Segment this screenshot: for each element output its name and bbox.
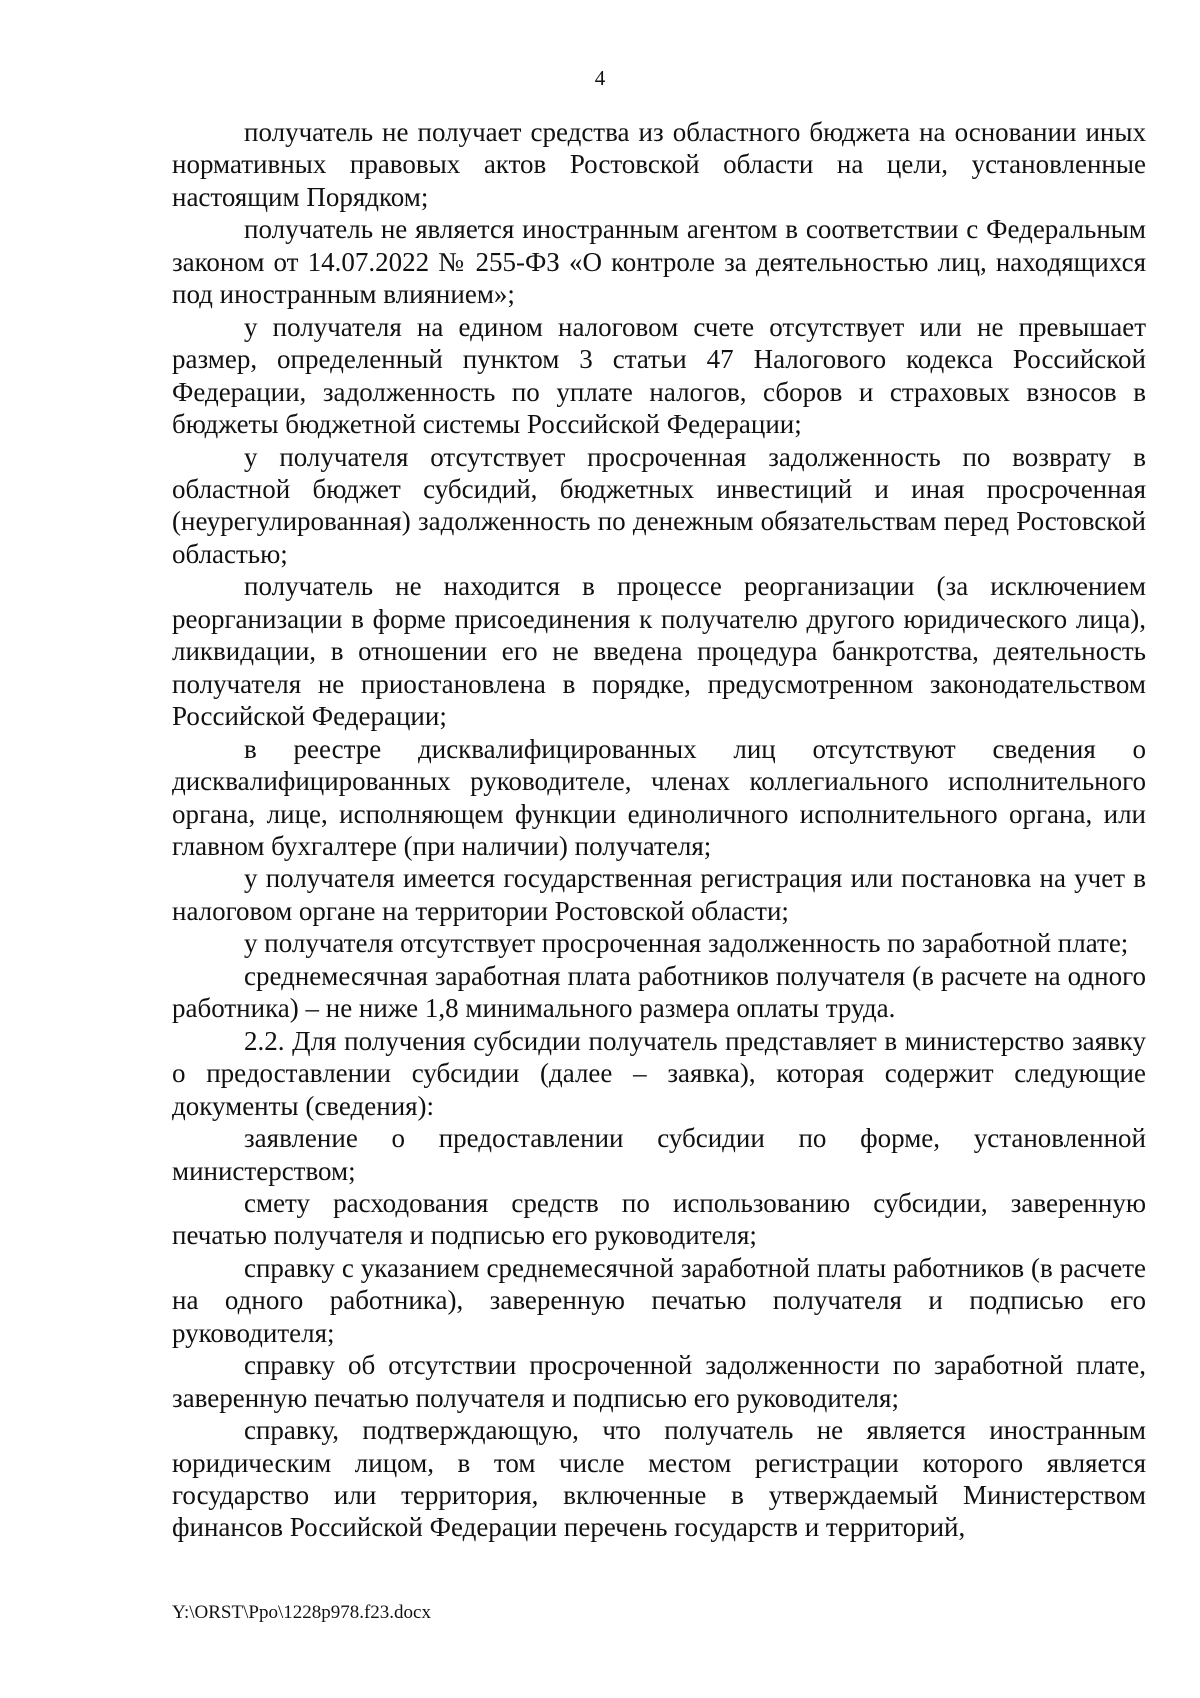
paragraph: справку, подтверждающую, что получатель не является иностранным юридическим лицом, в том числе местом регистрации которого является государство или территория, включенные в утверждаемый Министерством финансов Российской Федерации перечень государств и территорий, bbox=[172, 1415, 1146, 1543]
paragraph: заявление о предоставлении субсидии по форме, установленной министерством; bbox=[172, 1123, 1146, 1186]
paragraph: у получателя имеется государственная регистрация или постановка на учет в налоговом органе на территории Ростовской области; bbox=[172, 863, 1146, 926]
paragraph: в реестре дисквалифицированных лиц отсутствуют сведения о дисквалифицированных руководителе, членах коллегиального исполнительного органа, лице, исполняющем функции единоличного исполнительного органа, или главном бухгалтере (при наличии) получателя; bbox=[172, 733, 1146, 861]
paragraph: среднемесячная заработная плата работников получателя (в расчете на одного работника) – не ниже 1,8 минимального размера оплаты труда. bbox=[172, 960, 1146, 1024]
page-number: 4 bbox=[594, 66, 606, 90]
paragraph: получатель не находится в процессе реорганизации (за исключением реорганизации в форме присоединения к получателю другого юридического лица), ликвидации, в отношении его не введена процедура банкротства, деятельность получателя не приостановлена в порядке, предусмотренном законодательством Российской Федерации; bbox=[172, 571, 1146, 732]
paragraph: у получателя отсутствует просроченная задолженность по возврату в областной бюджет субсидий, бюджетных инвестиций и иная просроченная (неурегулированная) задолженность по денежным обязательствам перед Ростовской областью; bbox=[172, 441, 1146, 569]
paragraph: справку с указанием среднемесячной заработной платы работников (в расчете на одного работника), заверенную печатью получателя и подписью его руководителя; bbox=[172, 1252, 1146, 1348]
paragraph: получатель не является иностранным агентом в соответствии с Федеральным законом от 14.07.2022 № 255-ФЗ «О контроле за деятельностью лиц, находящихся под иностранным влиянием»; bbox=[172, 214, 1146, 310]
paragraph: у получателя отсутствует просроченная задолженность по заработной плате; bbox=[244, 928, 1129, 959]
paragraph: справку об отсутствии просроченной задолженности по заработной плате, заверенную печатью получателя и подписью его руководителя; bbox=[172, 1350, 1146, 1413]
paragraph: 2.2. Для получения субсидии получатель представляет в министерство заявку о предоставлении субсидии (далее – заявка), которая содержит следующие документы (сведения): bbox=[172, 1025, 1146, 1121]
footer-file-path: Y:\ORST\Ppo\1228p978.f23.docx bbox=[172, 1602, 431, 1623]
paragraph: у получателя на едином налоговом счете отсутствует или не превышает размер, определенный пунктом 3 статьи 47 Налогового кодекса Российской Федерации, задолженность по уплате налогов, сборов и страховых взносов в бюджеты бюджетной системы Российской Федерации; bbox=[172, 311, 1146, 440]
paragraph: получатель не получает средства из областного бюджета на основании иных нормативных правовых актов Ростовской области на цели, установленные настоящим Порядком; bbox=[172, 117, 1146, 212]
paragraph: смету расходования средств по использованию субсидии, заверенную печатью получателя и подписью его руководителя; bbox=[172, 1187, 1146, 1251]
document-body bbox=[172, 116, 1146, 1544]
